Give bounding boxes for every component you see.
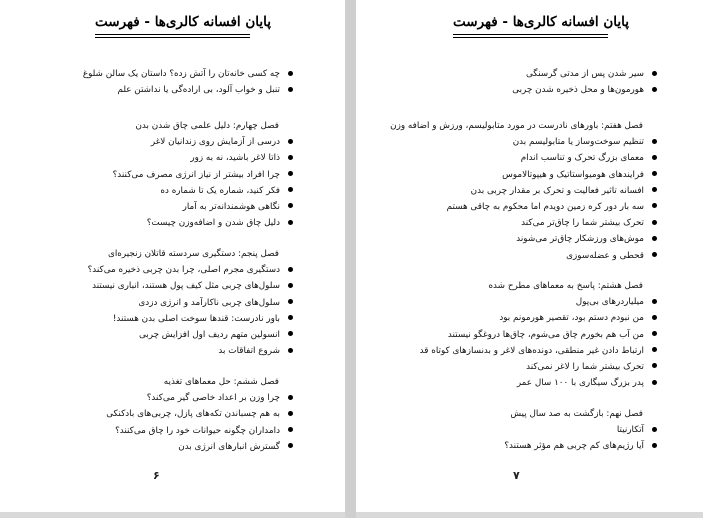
chapter-heading: فصل هفتم: باورهای نادرست در مورد متابولیسم، ورزش و اضافه وزن <box>390 121 643 131</box>
bullet-icon <box>288 187 293 192</box>
toc-entry <box>356 248 703 264</box>
toc-section <box>356 118 703 264</box>
toc-entry <box>356 343 703 359</box>
toc-entry <box>356 134 703 150</box>
chapter-heading: فصل نهم: بازگشت به صد سال پیش <box>510 409 643 419</box>
toc-section <box>0 118 345 231</box>
toc-entry-text: سلول‌های چربی مثل کیف پول هستند، انباری نیستند <box>92 281 280 292</box>
toc-entry-text: میلیاردرهای بی‌پول <box>575 297 644 308</box>
toc-entry-text: من نبودم دستم بود، تقصیر هورمونم بود <box>499 313 644 324</box>
toc-section <box>0 374 345 455</box>
bullet-icon <box>652 139 657 144</box>
toc-entry <box>0 406 345 422</box>
toc-section <box>356 278 703 391</box>
toc-entry <box>356 359 703 375</box>
bullet-icon <box>288 443 293 448</box>
toc-entry-text: ذاتا لاغر باشید، نه به زور <box>190 153 280 164</box>
title-underline <box>95 34 250 35</box>
toc-entry-text: پدر بزرگ سیگاری با ۱۰۰ سال عمر <box>516 378 644 389</box>
bullet-icon <box>288 348 293 353</box>
toc-entry-text: افسانه تاثیر فعالیت و تحرک بر مقدار چربی بدن <box>470 185 644 196</box>
toc-entry-text: انسولین متهم ردیف اول افزایش چربی <box>138 329 280 340</box>
toc-entry <box>0 66 345 82</box>
toc-entry <box>356 438 703 454</box>
toc-entry <box>356 199 703 215</box>
toc-entry-text: چرا وزن بر اعداد خاصی گیر می‌کند؟ <box>146 393 280 404</box>
toc-entry <box>356 294 703 310</box>
toc-entry <box>356 375 703 391</box>
toc-entry <box>0 327 345 343</box>
right-page <box>356 0 703 512</box>
title-underline <box>453 34 608 35</box>
toc-entry <box>356 231 703 247</box>
bullet-icon <box>652 187 657 192</box>
toc-entry-text: تنبل و خواب آلود، بی اراده‌گی یا نداشتن علم <box>117 85 280 96</box>
bullet-icon <box>652 71 657 76</box>
toc-entry <box>356 66 703 82</box>
bullet-icon <box>652 427 657 432</box>
toc-entry <box>356 215 703 231</box>
toc-entry <box>0 439 345 455</box>
bullet-icon <box>288 87 293 92</box>
toc-section <box>0 246 345 359</box>
toc-entry <box>356 422 703 438</box>
title-underline <box>453 37 608 38</box>
toc-entry <box>0 199 345 215</box>
toc-entry-text: معمای بزرگ تحرک و تناسب اندام <box>520 153 644 164</box>
bullet-icon <box>288 331 293 336</box>
title-underline <box>95 37 250 38</box>
bullet-icon <box>652 203 657 208</box>
toc-entry-text: آتکارنیتا <box>616 425 644 436</box>
bullet-icon <box>652 443 657 448</box>
bullet-icon <box>652 363 657 368</box>
bullet-icon <box>288 315 293 320</box>
toc-entry <box>0 390 345 406</box>
left-page <box>0 0 345 512</box>
toc-entry-text: چه کسی خانه‌تان را آتش زده؟ داستان یک سالن شلوغ <box>82 69 280 79</box>
chapter-heading: فصل چهارم: دلیل علمی چاق شدن بدن <box>135 121 279 131</box>
toc-entry-text: شروع اتفاقات بد <box>218 346 280 357</box>
bullet-icon <box>288 395 293 400</box>
toc-entry <box>0 183 345 199</box>
bullet-icon <box>288 203 293 208</box>
toc-entry-text: گسترش انبارهای انرژی بدن <box>178 441 280 452</box>
toc-entry-text: سه بار دور کره زمین دویدم اما محکوم به چاقی هستم <box>446 201 644 212</box>
bullet-icon <box>288 283 293 288</box>
bullet-icon <box>652 380 657 385</box>
bullet-icon <box>652 171 657 176</box>
page-number: ۶ <box>153 469 160 482</box>
toc-entry <box>0 423 345 439</box>
page-title: پایان افسانه کالری‌ها - فهرست <box>95 14 272 30</box>
bullet-icon <box>652 87 657 92</box>
toc-entry <box>0 311 345 327</box>
bullet-icon <box>652 315 657 320</box>
toc-entry-text: به هم چسباندن تکه‌های پازل، چربی‌های بادکنکی <box>106 409 280 420</box>
toc-entry-text: هورمون‌ها و محل ذخیره شدن چربی <box>512 85 644 96</box>
toc-entry <box>356 183 703 199</box>
toc-entry <box>0 167 345 183</box>
toc-entry <box>356 327 703 343</box>
toc-entry-text: فکر کنید، شماره یک تا شماره ده <box>160 185 280 196</box>
toc-entry-text: موش‌های ورزشکار چاق‌تر می‌شوند <box>516 234 644 245</box>
page-number: ۷ <box>513 469 520 482</box>
toc-entry-text: آیا رژیم‌های کم چربی هم مؤثر هستند؟ <box>504 441 644 452</box>
bullet-icon <box>288 267 293 272</box>
toc-entry-text: دلیل چاق شدن و اضافه‌وزن چیست؟ <box>146 218 280 229</box>
toc-entry <box>0 82 345 98</box>
bullet-icon <box>288 155 293 160</box>
toc-section <box>356 406 703 455</box>
toc-entry-text: قحطی و عضله‌سوزی <box>566 250 644 261</box>
toc-section <box>0 66 345 98</box>
toc-entry <box>0 278 345 294</box>
bullet-icon <box>652 347 657 352</box>
bullet-icon <box>288 139 293 144</box>
bullet-icon <box>288 427 293 432</box>
toc-entry <box>0 343 345 359</box>
toc-entry-text: درسی از آزمایش روی زندانیان لاغر <box>150 137 280 148</box>
toc-entry <box>356 167 703 183</box>
toc-entry <box>0 134 345 150</box>
toc-entry <box>0 262 345 278</box>
bullet-icon <box>652 220 657 225</box>
toc-entry <box>0 150 345 166</box>
toc-entry-text: تنظیم سوخت‌وساز یا متابولیسم بدن <box>512 137 644 148</box>
toc-entry <box>0 215 345 231</box>
bullet-icon <box>288 411 293 416</box>
toc-entry-text: ارتباط دادن غیر منطقی، دونده‌های لاغر و بدنسازهای کوتاه قد <box>419 345 644 356</box>
toc-entry-text: من آب هم بخورم چاق می‌شوم، چاق‌ها دروغگو نیستند <box>447 329 644 340</box>
bullet-icon <box>288 299 293 304</box>
toc-entry-text: فرایندهای هومیواستاتیک و هیپوتالاموس <box>502 169 644 180</box>
toc-entry-text: باور نادرست: قندها سوخت اصلی بدن هستند! <box>112 313 280 324</box>
chapter-heading: فصل هشتم: پاسخ به معماهای مطرح شده <box>488 281 643 291</box>
toc-entry <box>0 295 345 311</box>
toc-entry <box>356 150 703 166</box>
bullet-icon <box>288 71 293 76</box>
toc-entry-text: دستگیری مجرم اصلی، چرا بدن چربی ذخیره می‌کند؟ <box>87 265 280 276</box>
chapter-heading: فصل ششم: حل معماهای تغذیه <box>163 377 279 387</box>
chapter-heading: فصل پنجم: دستگیری سردسته قاتلان زنجیره‌ای <box>107 249 279 259</box>
toc-entry-text: دامداران چگونه حیوانات خود را چاق می‌کنند؟ <box>115 425 280 436</box>
toc-entry-text: سیر شدن پس از مدتی گرسنگی <box>525 69 644 79</box>
toc-entry <box>356 310 703 326</box>
page-title: پایان افسانه کالری‌ها - فهرست <box>453 14 630 30</box>
bullet-icon <box>288 171 293 176</box>
bullet-icon <box>652 331 657 336</box>
bullet-icon <box>652 252 657 257</box>
book-gutter <box>345 0 356 518</box>
toc-entry-text: نگاهی هوشمندانه‌تر به آمار <box>182 201 280 212</box>
bullet-icon <box>652 299 657 304</box>
toc-entry-text: تحرک بیشتر شما را چاق‌تر می‌کند <box>521 218 644 229</box>
toc-entry <box>356 82 703 98</box>
toc-entry-text: تحرک بیشتر شما را لاغر نمی‌کند <box>526 361 644 372</box>
bullet-icon <box>288 220 293 225</box>
toc-section <box>356 66 703 98</box>
bullet-icon <box>652 236 657 241</box>
toc-entry-text: سلول‌های چربی ناکارآمد و انرژی دزدی <box>138 297 280 308</box>
toc-entry-text: چرا افراد بیشتر از نیاز انرژی مصرف می‌کنند؟ <box>112 169 280 180</box>
bullet-icon <box>652 155 657 160</box>
